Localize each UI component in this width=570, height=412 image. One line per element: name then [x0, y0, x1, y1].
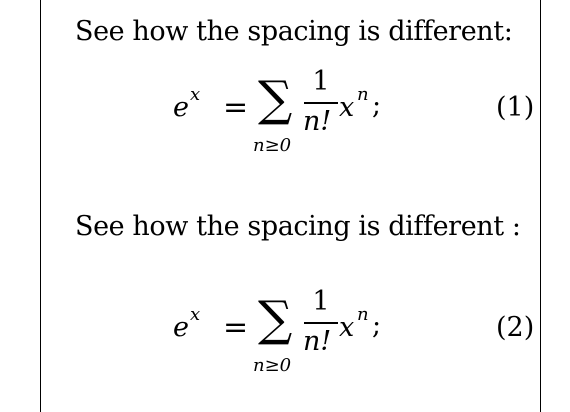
equation-1-variable-exponent: n [357, 84, 369, 105]
equation-2-numerator: 1 [312, 286, 330, 317]
equation-1-sum-operator: ∑ [258, 71, 293, 127]
equation-2-number: (2) [496, 312, 535, 343]
equation-1-variable-base: x [339, 92, 355, 123]
equation-2-sum-operator: ∑ [258, 291, 293, 347]
equation-1-number: (1) [496, 92, 535, 123]
equation-1-fraction-bar [304, 102, 338, 104]
equation-2-variable [339, 304, 369, 343]
equation-1-semicolon: ; [372, 90, 382, 121]
equation-1-variable [339, 84, 369, 123]
equation-2-fraction-bar [304, 322, 338, 324]
equation-2-lhs [173, 304, 201, 343]
equation-2-semicolon: ; [372, 310, 382, 341]
paragraph-1: See how the spacing is different: [75, 16, 513, 47]
paragraph-2: See how the spacing is different : [75, 211, 521, 242]
equation-1-lhs-base: e [173, 92, 189, 123]
equation-2-denominator: n! [303, 326, 332, 357]
equation-1-lhs [173, 84, 201, 123]
equation-1-numerator: 1 [312, 66, 330, 97]
page-border-left [40, 0, 41, 412]
equation-2-lhs-base: e [173, 312, 189, 343]
equation-2-variable-exponent: n [357, 304, 369, 325]
equation-1 [173, 62, 533, 172]
page-border-right [540, 0, 541, 412]
equation-1-sum-subscript: n≥0 [253, 135, 292, 156]
equation-1-lhs-exponent: x [190, 84, 201, 105]
equation-1-equals: = [223, 90, 249, 125]
equation-2-variable-base: x [339, 312, 355, 343]
equation-2-lhs-exponent: x [190, 304, 201, 325]
equation-1-denominator: n! [303, 106, 332, 137]
equation-2-sum-subscript: n≥0 [253, 355, 292, 376]
equation-2-equals: = [223, 310, 249, 345]
equation-2 [173, 282, 533, 392]
